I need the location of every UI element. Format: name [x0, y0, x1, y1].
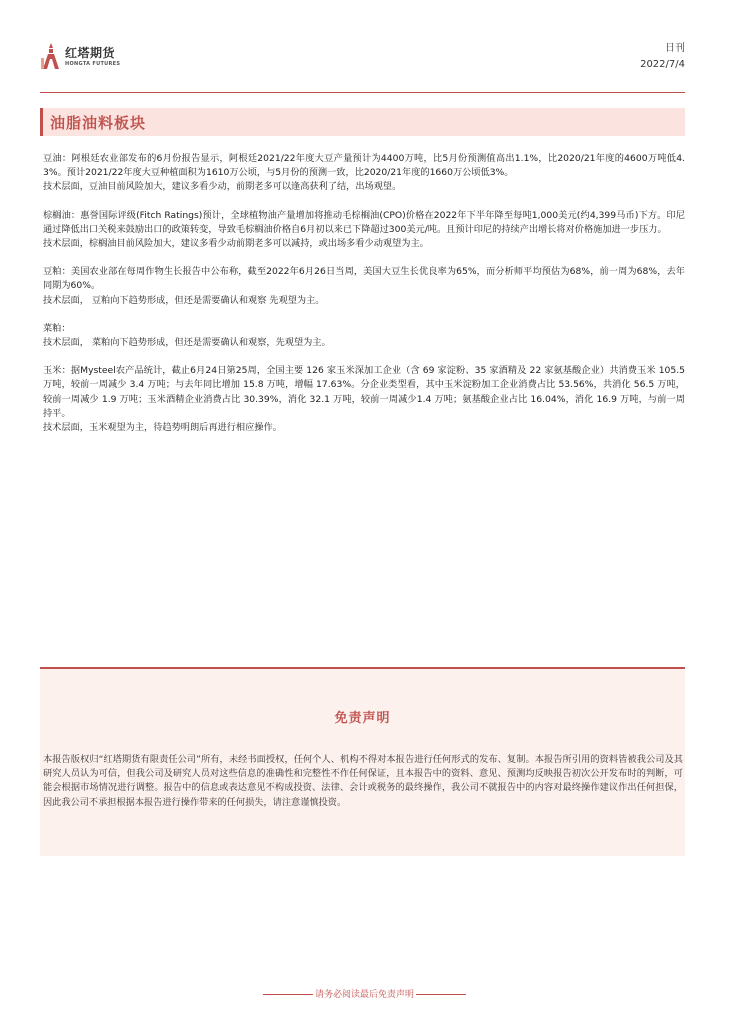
disclaimer-title: 免责声明 [334, 711, 391, 726]
palm-oil-paragraph: 棕榈油：惠誉国际评级(Fitch Ratings)预计，全球植物油产量增加将推动毛棕榈油(CPO)价格在2022年下半年降至每吨1,000美元(约4,399马币)下方。印尼通过降低出口关税来鼓励出口的政策转变，导致毛棕榈油价格自6月初以来已下降超过300美元/吨。且预计印尼的持续产出增长将对价格施加进一步压力。 [43, 209, 685, 235]
logo-name-en: HONGTA FUTURES [65, 61, 121, 67]
report-header [40, 40, 685, 78]
footer-dash-right [416, 994, 466, 995]
soybean-meal-technical: 技术层面， 豆粕向下趋势形成，但还是需要确认和观察 先观望为主。 [43, 294, 325, 306]
report-type: 日刊 [665, 43, 685, 54]
tower-logo-icon [40, 42, 62, 70]
report-date: 2022/7/4 [640, 59, 685, 70]
palm-oil-technical: 技术层面，棕榈油目前风险加大，建议多看少动前期老多可以减持，或出场多看少动观望为主。 [43, 238, 429, 250]
company-logo [40, 42, 160, 72]
section-title-bar [40, 108, 685, 136]
section-title: 油脂油料板块 [50, 114, 147, 132]
disclaimer-box [40, 669, 685, 856]
corn-paragraph: 玉米：据Mysteel农产品统计，截止6月24日第25周，全国主要 126 家玉米深加工企业（含 69 家淀粉、35 家酒精及 22 家氨基酸企业）共消费玉米 105.5 万吨，较前一周减少 3.4 万吨；与去年同比增加 15.8 万吨，增幅 17.63%。分企业类型看，其中玉米淀粉加工企业消费占比 53.56%，共消化 56.5 万吨，较前一周减少 1.9 万吨；玉米酒精企业消费占比 30.39%，消化 32.1 万吨，较前一周减少1.4 万吨；氨基酸企业占比 16.04%，消化 16.9 万吨，与前一周持平。 [43, 365, 685, 419]
rapeseed-meal-heading: 菜粕： [43, 322, 71, 334]
footer-text: 请务必阅读最后免责声明 [314, 990, 414, 1000]
header-divider [40, 92, 685, 93]
footer-dash-left [263, 994, 313, 995]
disclaimer-text: 本报告版权归“红塔期货有限责任公司”所有，未经书面授权，任何个人、机构不得对本报告进行任何形式的发布、复制。本报告所引用的资料皆被我公司及其研究人员认为可信，但我公司及研究人员对这些信息的准确性和完整性不作任何保证，且本报告中的资料、意见、预测均反映报告初次公开发布时的判断，可能会根据市场情况进行调整。报告中的信息或表达意见不构成投资、法律、会计或税务的最终操作，我公司不就报告中的内容对最终操作建议作出任何担保，因此我公司不承担根据本报告进行操作带来的任何损失，请注意谨慎投资。 [43, 754, 683, 808]
soybean-meal-paragraph: 豆粕：美国农业部在每周作物生长报告中公布称，截至2022年6月26日当周，美国大豆生长优良率为65%，而分析师平均预估为68%，前一周为68%，去年同期为60%。 [43, 266, 685, 292]
report-body [43, 152, 685, 435]
header-meta [640, 41, 685, 73]
logo-name-cn: 红塔期货 [65, 46, 116, 60]
corn-technical: 技术层面，玉米观望为主，待趋势明朗后再进行相应操作。 [43, 422, 282, 434]
footer-note [0, 987, 729, 1000]
rapeseed-meal-technical: 技术层面， 菜粕向下趋势形成，但还是需要确认和观察，先观望为主。 [43, 337, 331, 349]
soybean-oil-paragraph: 豆油：阿根廷农业部发布的6月份报告显示，阿根廷2021/22年度大豆产量预计为4400万吨，比5月份预测值高出1.1%，比2020/21年度的4600万吨低4.3%。预计2021/22年度大豆种植面积为1610万公顷，与5月份的预测一致，比2020/21年度的1660万公顷低3%。 [43, 153, 685, 179]
soybean-oil-technical: 技术层面，豆油目前风险加大，建议多看少动，前期老多可以逢高获利了结，出场观望。 [43, 181, 402, 193]
